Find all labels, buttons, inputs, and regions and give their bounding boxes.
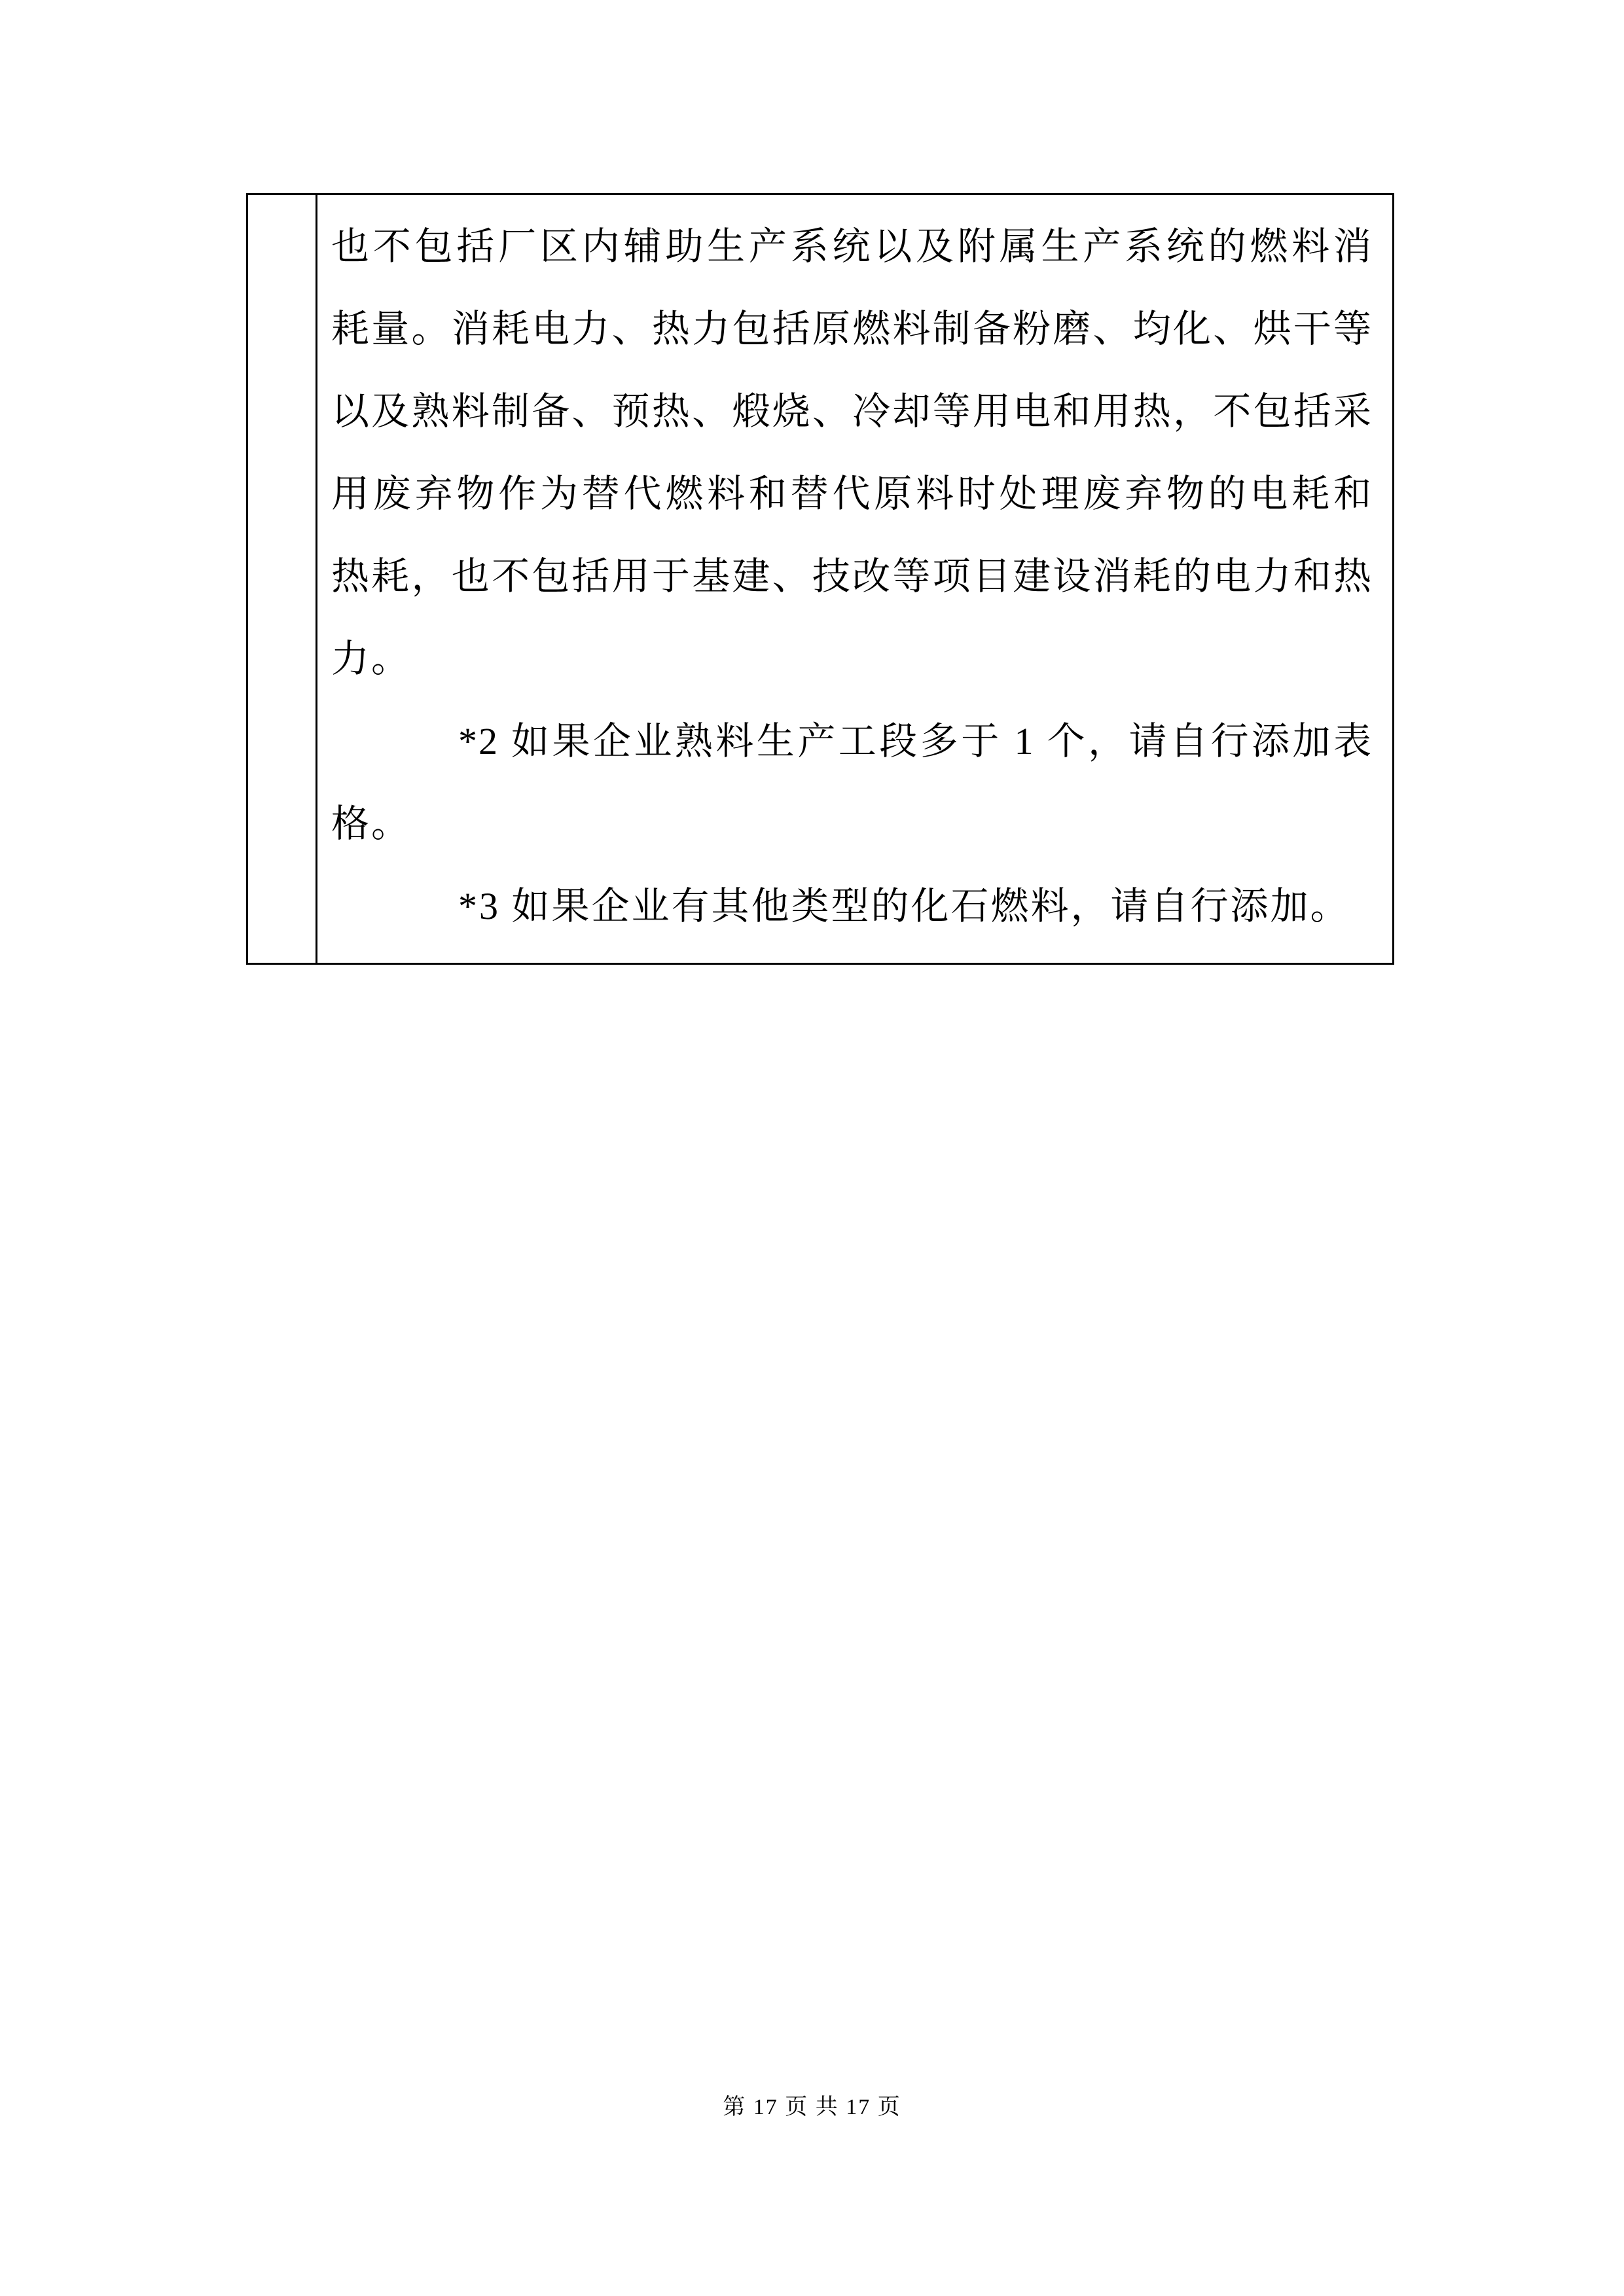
text-line: 也不包括厂区内辅助生产系统以及附属生产系统的燃料消 xyxy=(331,225,1373,268)
text-line: 格。 xyxy=(331,802,412,845)
table-notes-cell xyxy=(317,195,1392,963)
text-line: 以及熟料制备、预热、煅烧、冷却等用电和用热，不包括采 xyxy=(331,390,1373,433)
text-line: 热耗，也不包括用于基建、技改等项目建设消耗的电力和热 xyxy=(331,555,1373,598)
text-line: 耗量。消耗电力、热力包括原燃料制备粉磨、均化、烘干等 xyxy=(331,308,1373,350)
page-footer xyxy=(0,2093,1624,2122)
text-line: 力。 xyxy=(331,637,412,680)
page-number: 第 17 页 共 17 页 xyxy=(723,2095,901,2119)
table-left-column xyxy=(248,195,317,963)
text-line: 用废弃物作为替代燃料和替代原料时处理废弃物的电耗和 xyxy=(331,473,1373,515)
text-line: *3 如果企业有其他类型的化石燃料，请自行添加。 xyxy=(458,885,1350,927)
text-line: *2 如果企业熟料生产工段多于 1 个，请自行添加表 xyxy=(458,720,1373,762)
notes-table xyxy=(246,193,1394,965)
